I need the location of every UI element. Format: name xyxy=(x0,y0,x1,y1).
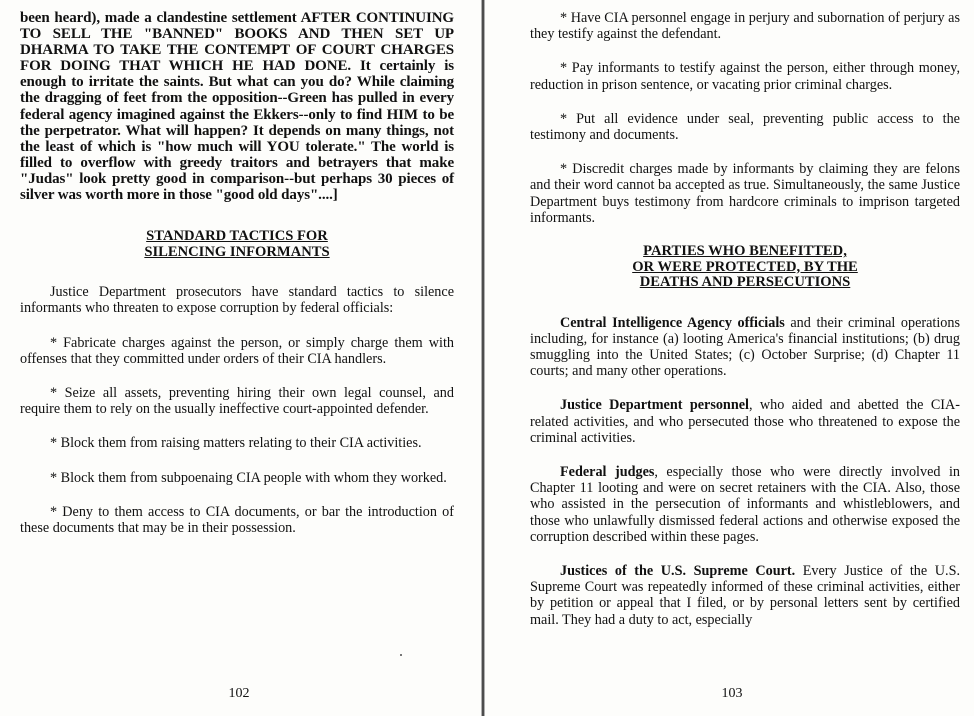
party-lead: Central Intelligence Agency officials xyxy=(560,314,785,331)
opening-bold-paragraph: been heard), made a clandestine settlement AFTER CONTINUING TO SELL THE "BANNED" BOOKS AND THEN SET UP DHARMA TO TAKE THE CONTEMPT OF COURT CHARGES FOR DOING THAT WHICH HE HAD DONE. It certainly is enough to irritate the saints. But what can you do? While claiming the dragging of feet from the opposition--Green has pulled in every federal agency imagined against the Ekkers--only to find HIM to be the perpetrator. What will happen? It depends on many things, not the least of which is "how much will YOU tolerate." The world is filled to overflow with greedy traitors and betrayers that make "Judas" look pretty good in comparison--but perhaps 30 pieces of silver was worth more in those "good old days"....] xyxy=(20,10,454,204)
party-lead: Federal judges xyxy=(560,463,655,480)
tactic-item: * Discredit charges made by informants by claiming they are felons and their word cannot ba accepted as true. Simultaneously, the same Justice Department buys testimony from hardcore criminals to imprison targeted informants. xyxy=(530,161,960,226)
right-page xyxy=(490,0,974,716)
print-speck xyxy=(400,654,402,656)
tactic-item: * Pay informants to testify against the person, either through money, reduction in prison sentence, or vacating prior criminal charges. xyxy=(530,60,960,93)
section-heading-standard-tactics xyxy=(20,229,454,260)
tactic-item: * Deny to them access to CIA documents, or bar the introduction of these documents that may be in their possession. xyxy=(20,503,454,536)
tactic-item: * Fabricate charges against the person, or simply charge them with offenses that they committed under orders of their CIA handlers. xyxy=(20,334,454,367)
heading-line: PARTIES WHO BENEFITTED, xyxy=(643,243,847,260)
party-text: , who aided and abetted the CIA-related activities, and who persecuted those who threatened to expose the criminal activities. xyxy=(530,397,960,446)
party-lead: Justices of the U.S. Supreme Court. xyxy=(560,562,796,579)
heading-line: OR WERE PROTECTED, BY THE xyxy=(632,258,858,275)
tactic-item: * Seize all assets, preventing hiring their own legal counsel, and require them to rely on the usually ineffective court-appointed defender. xyxy=(20,384,454,418)
page-number-left: 102 xyxy=(228,686,250,701)
tactic-item: * Block them from raising matters relating to their CIA activities. xyxy=(50,435,422,452)
party-lead: Justice Department personnel xyxy=(560,397,749,414)
heading-line: SILENCING INFORMANTS xyxy=(144,243,330,260)
left-page xyxy=(0,0,478,716)
party-text: Every Justice of the U.S. Supreme Court was repeatedly informed of these criminal activities, either by petition or appeal that I filed, or by personal letters sent by certified mail. They had a duty to act, especially xyxy=(530,562,961,628)
section-heading-parties-benefitted xyxy=(530,244,960,291)
tactic-item: * Put all evidence under seal, preventing public access to the testimony and documents. xyxy=(530,110,960,144)
heading-line: DEATHS AND PERSECUTIONS xyxy=(639,274,851,291)
party-text: , especially those who were directly involved in Chapter 11 looting and were on secret retainers with the CIA. Also, those who assisted in the persecution of informants and whistleblowers, and those who unlawfully dismissed federal actions and otherwise exposed the corruption described within these pages. xyxy=(530,463,960,545)
heading-line: STANDARD TACTICS FOR xyxy=(146,228,328,245)
party-paragraph-justice-department xyxy=(530,397,960,446)
tactic-item: * Have CIA personnel engage in perjury and subornation of perjury as they testify against the defendant. xyxy=(530,10,960,43)
party-text: and their criminal operations including, for instance (a) looting America's financial institutions; (b) drug smuggling into the United States; (c) October Surprise; (d) Chapter 11 courts; and many other operations. xyxy=(530,314,960,380)
tactic-item: * Block them from subpoenaing CIA people with whom they worked. xyxy=(50,469,447,486)
party-paragraph-cia xyxy=(530,315,960,380)
party-paragraph-supreme-court xyxy=(530,563,960,628)
opening-bold-paragraph-block xyxy=(20,10,454,203)
book-gutter xyxy=(481,0,485,716)
page-number-right: 103 xyxy=(721,686,743,701)
party-paragraph-federal-judges xyxy=(530,464,960,545)
tactics-intro-paragraph: Justice Department prosecutors have standard tactics to silence informants who threaten to expose corruption by federal officials: xyxy=(20,284,454,317)
